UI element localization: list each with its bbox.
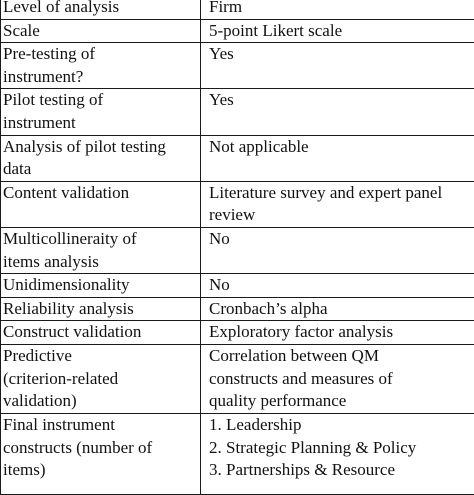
table-row xyxy=(1,181,474,227)
row-label: Pre-testing of instrument? xyxy=(1,43,201,89)
row-value: Not applicable xyxy=(201,135,474,181)
row-label: Predictive (criterion-related validation) xyxy=(1,344,201,413)
row-value: No xyxy=(201,227,474,273)
table-row xyxy=(1,297,474,321)
table-row xyxy=(1,413,474,494)
table-row xyxy=(1,227,474,273)
table-row xyxy=(1,321,474,345)
row-label: Level of analysis xyxy=(1,0,201,19)
table-row xyxy=(1,19,474,43)
row-value: Yes xyxy=(201,43,474,89)
row-value: Cronbach’s alpha xyxy=(201,297,474,321)
row-value: Literature survey and expert panel review xyxy=(201,181,474,227)
table-row xyxy=(1,274,474,298)
row-value: No xyxy=(201,274,474,298)
row-label: Final instrument constructs (number of items) xyxy=(1,413,201,494)
row-value: Exploratory factor analysis xyxy=(201,321,474,345)
row-label: Unidimensionality xyxy=(1,274,201,298)
row-label: Pilot testing of instrument xyxy=(1,89,201,135)
row-value: 5-point Likert scale xyxy=(201,19,474,43)
row-label: Scale xyxy=(1,19,201,43)
row-label: Analysis of pilot testing data xyxy=(1,135,201,181)
row-label: Multicollineraity of items analysis xyxy=(1,227,201,273)
row-label: Content validation xyxy=(1,181,201,227)
table-row xyxy=(1,135,474,181)
table-row xyxy=(1,43,474,89)
table-row xyxy=(1,344,474,413)
row-label: Construct validation xyxy=(1,321,201,345)
table-row xyxy=(1,89,474,135)
row-value: Firm xyxy=(201,0,474,19)
row-label: Reliability analysis xyxy=(1,297,201,321)
table-row xyxy=(1,0,474,19)
row-value: Yes xyxy=(201,89,474,135)
row-value: Correlation between QM constructs and measures of quality performance xyxy=(201,344,474,413)
row-value: 1. Leadership 2. Strategic Planning & Policy 3. Partnerships & Resource xyxy=(201,413,474,494)
